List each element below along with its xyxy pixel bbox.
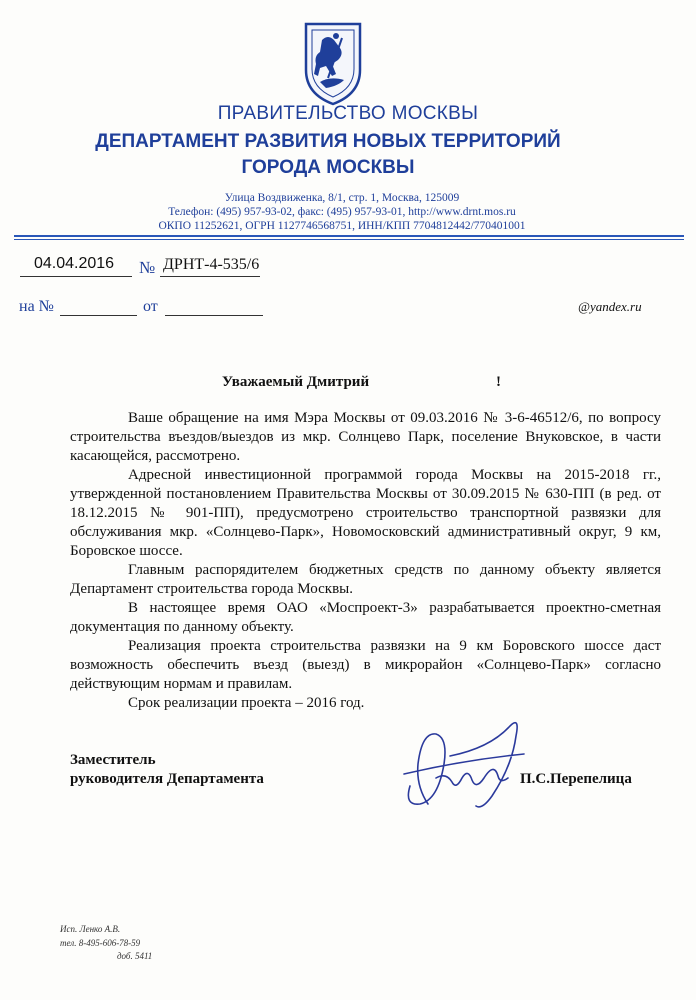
header-government: ПРАВИТЕЛЬСТВО МОСКВЫ: [217, 103, 479, 124]
header-codes: ОКПО 11252621, ОГРН 1127746568751, ИНН/КПП 7704812442/770401001: [158, 220, 526, 232]
date-underline: [20, 276, 132, 277]
paragraph: Главным распорядителем бюджетных средств по данному объекту является Департамент строительства города Москвы.: [70, 562, 661, 597]
letter-body: [70, 409, 661, 713]
header-phones: Телефон: (495) 957-93-02, факс: (495) 957-93-01, http://www.drnt.mos.ru: [168, 206, 516, 218]
paragraph: Реализация проекта строительства развязки на 9 км Боровского шоссе даст возможность обеспечить въезд (выезд) в микрорайон «Солнцево-Парк» согласно действующим нормам и правилам.: [70, 638, 661, 692]
reference-date-label: от: [143, 298, 158, 315]
reference-number-blank: [60, 315, 137, 316]
signatory-name: П.С.Перепелица: [520, 771, 632, 787]
executor-name: Исп. Ленко А.В.: [60, 924, 121, 934]
reference-number-label: на №: [19, 298, 54, 315]
registration-number: ДРНТ-4-535/6: [163, 256, 260, 273]
paragraph: Адресной инвестиционной программой города Москвы на 2015-2018 гг., утвержденной постановлением Правительства Москвы от 30.09.2015 № 630-ПП (в ред. от 18.12.2015 № 901-ПП), предусмотрено строительство транспортной развязки для обслуживания мкр. «Солнцево-Парк», Новомосковский административный округ, 9 км, Боровское шоссе.: [70, 467, 661, 559]
paragraph: Срок реализации проекта – 2016 год.: [128, 695, 365, 711]
reference-date-blank: [165, 315, 263, 316]
paragraph: В настоящее время ОАО «Моспроект-3» разрабатывается проектно-сметная документация по данному объекту.: [70, 600, 661, 635]
executor-extension: доб. 5411: [117, 951, 153, 961]
recipient-email: @yandex.ru: [578, 299, 642, 314]
greeting: Уважаемый Дмитрий: [222, 374, 370, 390]
executor-phone: тел. 8-495-606-78-59: [60, 938, 141, 948]
header-divider-thin: [14, 239, 684, 240]
number-label: №: [139, 258, 156, 277]
registration-date: 04.04.2016: [34, 255, 115, 272]
moscow-coat-of-arms-icon: [298, 20, 368, 106]
header-address: Улица Воздвиженка, 8/1, стр. 1, Москва, 125009: [224, 192, 460, 204]
signatory-title-line1: Заместитель: [70, 752, 156, 768]
greeting-exclamation: !: [496, 374, 501, 390]
header-city: ГОРОДА МОСКВЫ: [241, 157, 415, 178]
paragraph: Ваше обращение на имя Мэра Москвы от 09.03.2016 № 3-6-46512/6, по вопросу строительства въездов/выездов из мкр. Солнцево Парк, поселение Внуковское, в части касающейся, рассмотрено.: [70, 410, 661, 464]
header-divider: [14, 235, 684, 237]
number-underline: [160, 276, 260, 277]
signatory-title-line2: руководителя Департамента: [70, 771, 264, 787]
header-department: ДЕПАРТАМЕНТ РАЗВИТИЯ НОВЫХ ТЕРРИТОРИЙ: [95, 131, 561, 152]
